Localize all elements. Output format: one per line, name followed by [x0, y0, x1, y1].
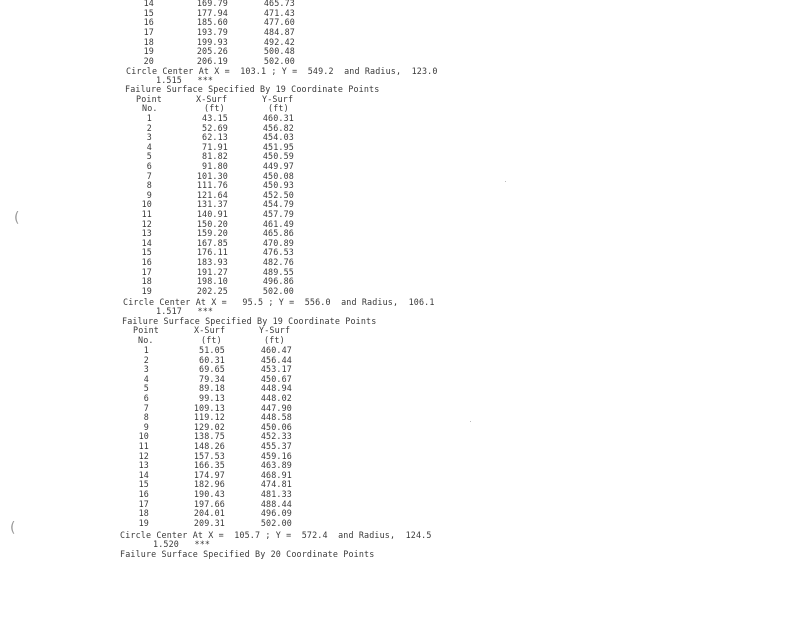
point-number: 6 [146, 161, 152, 171]
y-surf-value: 449.97 [262, 161, 294, 171]
table-row [0, 509, 400, 518]
y-surf-value: 489.55 [262, 266, 294, 277]
y-surf-value: 461.49 [262, 218, 294, 229]
y-surf-value: 474.81 [260, 479, 292, 490]
y-surf-value: 456.82 [262, 122, 294, 133]
point-number: 13 [138, 460, 149, 471]
x-surf-value: 182.96 [193, 479, 225, 490]
x-surf-value: 198.10 [196, 276, 228, 287]
y-surf-value: 470.89 [262, 237, 294, 248]
x-surf-value: 71.91 [202, 141, 228, 152]
y-surf-value: 452.50 [262, 189, 294, 200]
table-row [0, 181, 400, 190]
y-surf-value: 448.58 [260, 412, 292, 423]
circle-center-line-2: Circle Center At X = 95.5 ; Y = 556.0 and Radius, 106.1 [123, 297, 435, 307]
point-number: 11 [138, 441, 149, 451]
point-number: 2 [146, 122, 152, 133]
x-surf-value: 131.37 [196, 199, 228, 210]
table-row [0, 258, 400, 267]
point-number: 16 [143, 17, 154, 28]
y-surf-value: 456.44 [260, 354, 292, 365]
x-surf-value: 150.20 [196, 218, 228, 229]
y-surf-value: 492.42 [263, 36, 295, 47]
y-surf-value: 502.00 [263, 55, 295, 66]
x-surf-value: 60.31 [199, 354, 225, 365]
punch-hole-mark-top: ( [14, 210, 20, 226]
y-surf-value: 447.90 [260, 402, 292, 413]
table-row [0, 365, 400, 374]
point-number: 7 [146, 170, 152, 181]
table-row [0, 162, 400, 171]
table-row [0, 442, 400, 451]
header-ysurf-2: Y-Surf [262, 94, 294, 104]
x-surf-value: 52.69 [202, 122, 228, 133]
point-number: 1 [143, 345, 149, 355]
x-surf-value: 205.26 [196, 46, 228, 57]
point-number: 17 [143, 26, 154, 37]
point-number: 4 [146, 141, 152, 152]
x-surf-value: 177.94 [196, 7, 228, 18]
point-number: 15 [141, 247, 152, 258]
header-no-3: No. [138, 335, 154, 345]
y-surf-value: 496.86 [262, 276, 294, 287]
y-surf-value: 457.79 [262, 209, 294, 219]
y-surf-value: 496.09 [260, 508, 292, 519]
y-surf-value: 500.48 [263, 46, 295, 57]
point-number: 18 [141, 276, 152, 287]
scan-speck [470, 421, 471, 422]
point-number: 9 [146, 189, 152, 200]
table-row [0, 210, 400, 219]
y-surf-value: 468.91 [260, 469, 292, 480]
header-point-3: Point [133, 325, 159, 335]
table-row [0, 47, 400, 56]
y-surf-value: 450.59 [262, 151, 294, 162]
y-surf-value: 450.93 [262, 180, 294, 191]
x-surf-value: 191.27 [196, 266, 228, 277]
point-number: 16 [141, 257, 152, 267]
point-number: 6 [143, 393, 149, 403]
y-surf-value: 502.00 [262, 285, 294, 296]
y-surf-value: 482.76 [262, 257, 294, 267]
x-surf-value: 190.43 [193, 489, 225, 499]
point-number: 13 [141, 228, 152, 239]
x-surf-value: 69.65 [199, 364, 225, 375]
punch-hole-mark-bottom: ( [10, 520, 16, 536]
table-row [0, 0, 400, 8]
table-row [0, 152, 400, 161]
safety-factor-3: 1.520 *** [153, 539, 211, 549]
x-surf-value: 167.85 [196, 237, 228, 248]
header-xunit-3: (ft) [201, 335, 222, 345]
point-number: 16 [138, 489, 149, 499]
x-surf-value: 89.18 [199, 383, 225, 394]
y-surf-value: 450.08 [262, 170, 294, 181]
header-xsurf-3: X-Surf [194, 325, 226, 335]
point-number: 9 [143, 421, 149, 432]
x-surf-value: 159.20 [196, 228, 228, 239]
table-row [0, 114, 400, 123]
point-number: 11 [141, 209, 152, 219]
header-no-2: No. [142, 103, 158, 113]
point-number: 3 [143, 364, 149, 375]
point-number: 18 [143, 36, 154, 47]
x-surf-value: 109.13 [193, 402, 225, 413]
x-surf-value: 119.12 [193, 412, 225, 423]
point-number: 8 [143, 412, 149, 423]
y-surf-value: 448.02 [260, 393, 292, 403]
header-xsurf-2: X-Surf [196, 94, 228, 104]
y-surf-value: 452.33 [260, 431, 292, 442]
x-surf-value: 206.19 [196, 55, 228, 66]
point-number: 2 [143, 354, 149, 365]
y-surf-value: 454.79 [262, 199, 294, 210]
failure-surface-title-3: Failure Surface Specified By 19 Coordinate Points [122, 316, 377, 326]
point-number: 14 [143, 0, 154, 8]
point-number: 19 [138, 517, 149, 528]
point-number: 20 [143, 55, 154, 66]
point-number: 15 [138, 479, 149, 490]
table-row [0, 38, 400, 47]
table-row [0, 490, 400, 499]
y-surf-value: 477.60 [263, 17, 295, 28]
y-surf-value: 471.43 [263, 7, 295, 18]
table-row [0, 18, 400, 27]
point-number: 5 [143, 383, 149, 394]
x-surf-value: 209.31 [193, 517, 225, 528]
point-number: 17 [138, 498, 149, 509]
x-surf-value: 140.91 [196, 209, 228, 219]
table-row [0, 133, 400, 142]
header-yunit-3: (ft) [264, 335, 285, 345]
point-number: 1 [146, 113, 152, 123]
y-surf-value: 460.47 [260, 345, 292, 355]
point-number: 12 [141, 218, 152, 229]
y-surf-value: 450.67 [260, 373, 292, 384]
x-surf-value: 169.79 [196, 0, 228, 8]
y-surf-value: 454.03 [262, 132, 294, 143]
x-surf-value: 183.93 [196, 257, 228, 267]
table-row [0, 413, 400, 422]
table-row [0, 143, 400, 152]
y-surf-value: 484.87 [263, 26, 295, 37]
table-row [0, 287, 400, 296]
x-surf-value: 121.64 [196, 189, 228, 200]
x-surf-value: 166.35 [193, 460, 225, 471]
header-point-2: Point [136, 94, 162, 104]
y-surf-value: 451.95 [262, 141, 294, 152]
point-number: 14 [141, 237, 152, 248]
point-number: 8 [146, 180, 152, 191]
x-surf-value: 101.30 [196, 170, 228, 181]
point-number: 4 [143, 373, 149, 384]
point-number: 3 [146, 132, 152, 143]
table-row [0, 277, 400, 286]
point-number: 15 [143, 7, 154, 18]
x-surf-value: 176.11 [196, 247, 228, 258]
safety-factor-1: 1.515 *** [156, 75, 214, 85]
header-xunit-2: (ft) [204, 103, 225, 113]
x-surf-value: 138.75 [193, 431, 225, 442]
x-surf-value: 99.13 [199, 393, 225, 403]
x-surf-value: 148.26 [193, 441, 225, 451]
table-row [0, 9, 400, 18]
x-surf-value: 202.25 [196, 285, 228, 296]
safety-factor-2: 1.517 *** [156, 306, 214, 316]
x-surf-value: 157.53 [193, 450, 225, 461]
y-surf-value: 476.53 [262, 247, 294, 258]
table-row [0, 461, 400, 470]
y-surf-value: 455.37 [260, 441, 292, 451]
y-surf-value: 463.89 [260, 460, 292, 471]
failure-surface-title-4: Failure Surface Specified By 20 Coordinate Points [120, 549, 375, 559]
table-row [0, 394, 400, 403]
x-surf-value: 204.01 [193, 508, 225, 519]
x-surf-value: 62.13 [202, 132, 228, 143]
y-surf-value: 465.73 [263, 0, 295, 8]
x-surf-value: 43.15 [202, 113, 228, 123]
point-number: 7 [143, 402, 149, 413]
header-yunit-2: (ft) [268, 103, 289, 113]
circle-center-line-3: Circle Center At X = 105.7 ; Y = 572.4 and Radius, 124.5 [120, 530, 432, 540]
x-surf-value: 199.93 [196, 36, 228, 47]
point-number: 19 [143, 46, 154, 57]
y-surf-value: 453.17 [260, 364, 292, 375]
x-surf-value: 111.76 [196, 180, 228, 191]
x-surf-value: 79.34 [199, 373, 225, 384]
point-number: 5 [146, 151, 152, 162]
circle-center-line-1: Circle Center At X = 103.1 ; Y = 549.2 and Radius, 123.0 [126, 66, 438, 76]
y-surf-value: 488.44 [260, 498, 292, 509]
scan-speck [505, 181, 506, 182]
y-surf-value: 448.94 [260, 383, 292, 394]
x-surf-value: 193.79 [196, 26, 228, 37]
table-row [0, 346, 400, 355]
point-number: 19 [141, 285, 152, 296]
point-number: 12 [138, 450, 149, 461]
x-surf-value: 51.05 [199, 345, 225, 355]
y-surf-value: 465.86 [262, 228, 294, 239]
x-surf-value: 129.02 [193, 421, 225, 432]
y-surf-value: 502.00 [260, 517, 292, 528]
y-surf-value: 459.16 [260, 450, 292, 461]
point-number: 18 [138, 508, 149, 519]
y-surf-value: 460.31 [262, 113, 294, 123]
table-row [0, 229, 400, 238]
x-surf-value: 81.82 [202, 151, 228, 162]
table-row [0, 57, 400, 66]
x-surf-value: 197.66 [193, 498, 225, 509]
y-surf-value: 450.06 [260, 421, 292, 432]
table-row [0, 519, 400, 528]
table-row [0, 28, 400, 37]
point-number: 14 [138, 469, 149, 480]
table-row [0, 124, 400, 133]
point-number: 10 [138, 431, 149, 442]
point-number: 17 [141, 266, 152, 277]
point-number: 10 [141, 199, 152, 210]
y-surf-value: 481.33 [260, 489, 292, 499]
header-ysurf-3: Y-Surf [259, 325, 291, 335]
x-surf-value: 91.80 [202, 161, 228, 171]
x-surf-value: 174.97 [193, 469, 225, 480]
failure-surface-title-2: Failure Surface Specified By 19 Coordinate Points [125, 84, 380, 94]
x-surf-value: 185.60 [196, 17, 228, 28]
